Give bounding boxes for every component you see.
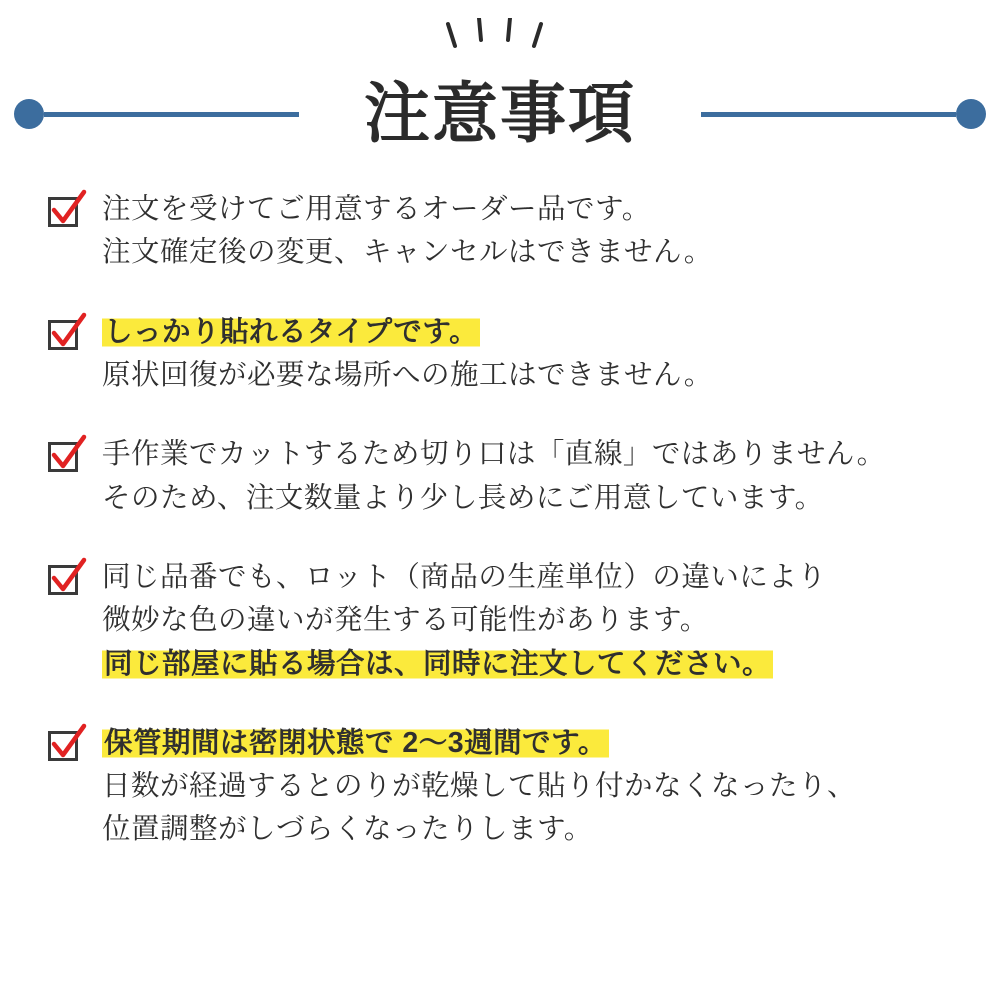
highlighted-text: 保管期間は密閉状態で 2〜3週間です。 [104,726,607,759]
title-rule-row [0,75,1000,152]
list-item-line [102,722,1000,765]
highlighted-text: 同じ部屋に貼る場合は、同時に注文してください。 [104,647,772,680]
highlighted-text: しっかり貼れるタイプです。 [104,315,479,348]
list-item [0,722,1000,852]
checkbox-checked-icon [48,317,84,353]
list-item-line: 日数が経過するとのりが乾燥して貼り付かなくなったり、 [102,770,857,803]
checkbox-checked-icon [48,439,84,475]
list-item-text [102,311,1000,398]
list-item-line: 同じ品番でも、ロット（商品の生産単位）の違いにより [102,560,827,593]
list-item-line: 微妙な色の違いが発生する可能性があります。 [102,604,709,637]
list-item-text [102,433,1000,520]
list-item-line: 注文を受けてご用意するオーダー品です。 [102,193,651,225]
list-item-line: そのため、注文数量より少し長めにご用意しています。 [102,481,824,514]
list-item [0,433,1000,520]
notice-list [0,188,1000,888]
rule-line-left [44,112,299,117]
list-item-line: 位置調整がしづらくなったりします。 [102,813,593,846]
list-item-line: 注文確定後の変更、キャンセルはできません。 [102,236,713,269]
list-item-text [102,722,1000,852]
list-item-line: 手作業でカットするため切り口は「直線」ではありません。 [102,438,886,471]
checkbox-checked-icon [48,728,84,764]
rule-dot-left [14,99,44,129]
list-item [0,311,1000,398]
checkbox-checked-icon [48,194,84,230]
sparkle-decoration-icon [0,18,1000,68]
page-header [0,0,1000,175]
list-item-text [102,556,1000,686]
rule-line-right [701,112,956,117]
list-item-line: 原状回復が必要な場所への施工はできません。 [102,358,713,391]
list-item-line [102,643,1000,686]
page-title: 注意事項 [364,75,636,152]
checkbox-checked-icon [48,562,84,598]
list-item-text [102,188,1000,275]
rule-dot-right [956,99,986,129]
page-title-wrap [299,75,701,152]
list-item [0,188,1000,275]
list-item [0,556,1000,686]
list-item-line [102,311,1000,354]
